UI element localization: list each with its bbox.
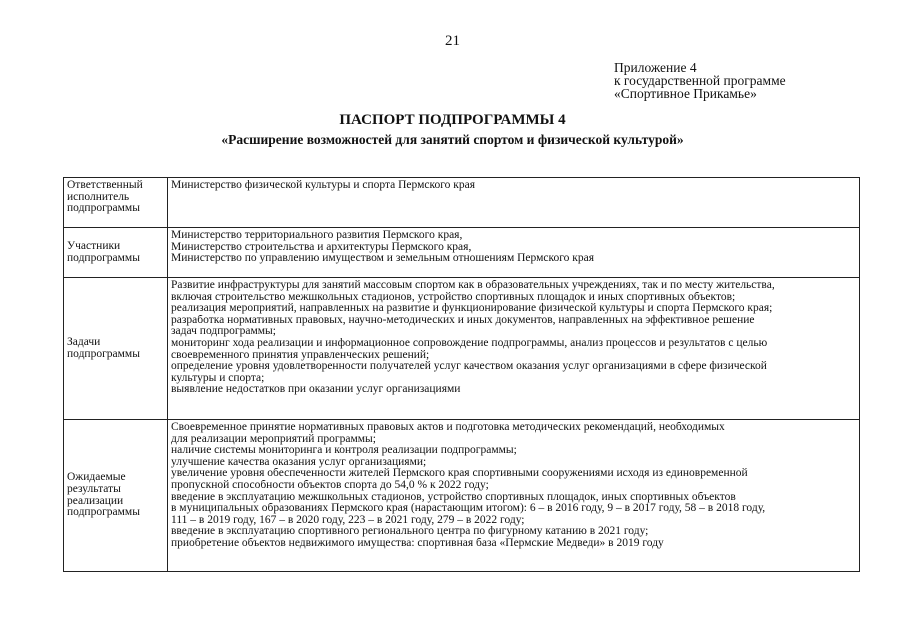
appendix-note — [614, 61, 786, 100]
row-content-line: выявление недостатков при оказании услуг организациями — [171, 384, 461, 396]
row-content-line: Развитие инфраструктуры для занятий массовым спортом как в образовательных учреждениях, так и по месту жительства, — [171, 280, 775, 291]
table-row — [64, 420, 860, 572]
row-content-line: для реализации мероприятий программы; — [171, 433, 376, 445]
row-content-line: своевременного принятия управленческих решений; — [171, 349, 430, 361]
row-content-line: задач подпрограммы; — [171, 326, 276, 338]
document-subtitle: «Расширение возможностей для занятий спортом и физической культурой» — [221, 132, 684, 147]
row-content-line: реализация мероприятий, направленных на развитие и функционирование физической культуры и спорта Пермского края; — [171, 303, 773, 315]
row-label-cell — [64, 178, 168, 228]
row-label-line: Ожидаемые — [67, 472, 126, 484]
row-label-cell — [64, 228, 168, 278]
row-content-line: мониторинг хода реализации и информационное сопровождение подпрограммы, анализ процессов и результатов с целью — [171, 337, 768, 349]
appendix-line: «Спортивное Прикамье» — [614, 86, 757, 101]
row-label-line: Ответственный — [67, 180, 143, 191]
row-content-line: включая строительство межшкольных стадионов, устройство спортивных площадок и иных спортивных объектов; — [171, 291, 736, 303]
table-row — [64, 228, 860, 278]
row-content-cell — [168, 420, 860, 572]
row-label-line: исполнитель — [67, 191, 130, 203]
row-label-cell — [64, 278, 168, 420]
row-content-line: Министерство территориального развития Пермского края, — [171, 230, 463, 241]
row-content-line: разработка нормативных правовых, научно-методических и иных документов, направленных на эффективное решение — [171, 314, 755, 326]
row-content-line: культуры и спорта; — [171, 372, 265, 384]
row-content-cell — [168, 278, 860, 420]
appendix-line: к государственной программе — [614, 73, 786, 88]
row-content-line: улучшение качества оказания услуг организациями; — [171, 456, 427, 468]
row-content-line: введение в эксплуатацию межшкольных стадионов, устройство спортивных площадок, иных спортивных объектов — [171, 491, 736, 503]
row-content-line: пропускной способности объектов спорта до 54,0 % к 2022 году; — [171, 479, 489, 491]
table-row — [64, 178, 860, 228]
row-content-cell — [168, 228, 860, 278]
row-content-line: определение уровня удовлетворенности получателей услуг качеством оказания услуг организациями в сфере физической — [171, 361, 767, 373]
row-label-cell — [64, 420, 168, 572]
row-label-line: Задачи — [67, 336, 101, 348]
appendix-line: Приложение 4 — [614, 60, 697, 75]
row-label-line: подпрограммы — [67, 348, 140, 360]
row-content-line: увеличение уровня обеспеченности жителей Пермского края спортивными сооружениями исходя из единовременной — [171, 468, 748, 480]
document-title: ПАСПОРТ ПОДПРОГРАММЫ 4 — [339, 112, 566, 128]
table-row — [64, 278, 860, 420]
row-content-line: Министерство по управлению имуществом и земельным отношениям Пермского края — [171, 253, 595, 265]
row-label-line: подпрограммы — [67, 252, 140, 264]
row-label-line: результаты — [67, 483, 121, 495]
row-content-line: Министерство физической культуры и спорта Пермского края — [171, 180, 476, 191]
row-content-line: Министерство строительства и архитектуры Пермского края, — [171, 241, 472, 253]
page-number: 21 — [445, 33, 460, 49]
passport-table — [63, 177, 860, 572]
row-content-line: 111 – в 2019 году, 167 – в 2020 году, 223 – в 2021 году, 279 – в 2022 году; — [171, 514, 525, 526]
row-label-line: реализации — [67, 495, 124, 507]
row-content-line: приобретение объектов недвижимого имущества: спортивная база «Пермские Медведи» в 2019 году — [171, 537, 664, 549]
row-content-line: введение в эксплуатацию спортивного регионального центра по фигурному катанию в 2021 году; — [171, 526, 649, 538]
row-content-cell — [168, 178, 860, 228]
row-content-line: Своевременное принятие нормативных правовых актов и подготовка методических рекомендаций, необходимых — [171, 422, 725, 433]
row-label-line: подпрограммы — [67, 507, 140, 519]
row-label-line: Участники — [67, 240, 121, 252]
row-label-line: подпрограммы — [67, 203, 140, 215]
row-content-line: наличие системы мониторинга и контроля реализации подпрограммы; — [171, 445, 517, 457]
row-content-line: в муниципальных образованиях Пермского края (нарастающим итогом): 6 – в 2016 году, 9 – в 2017 году, 58 – в 2018 году, — [171, 503, 766, 515]
